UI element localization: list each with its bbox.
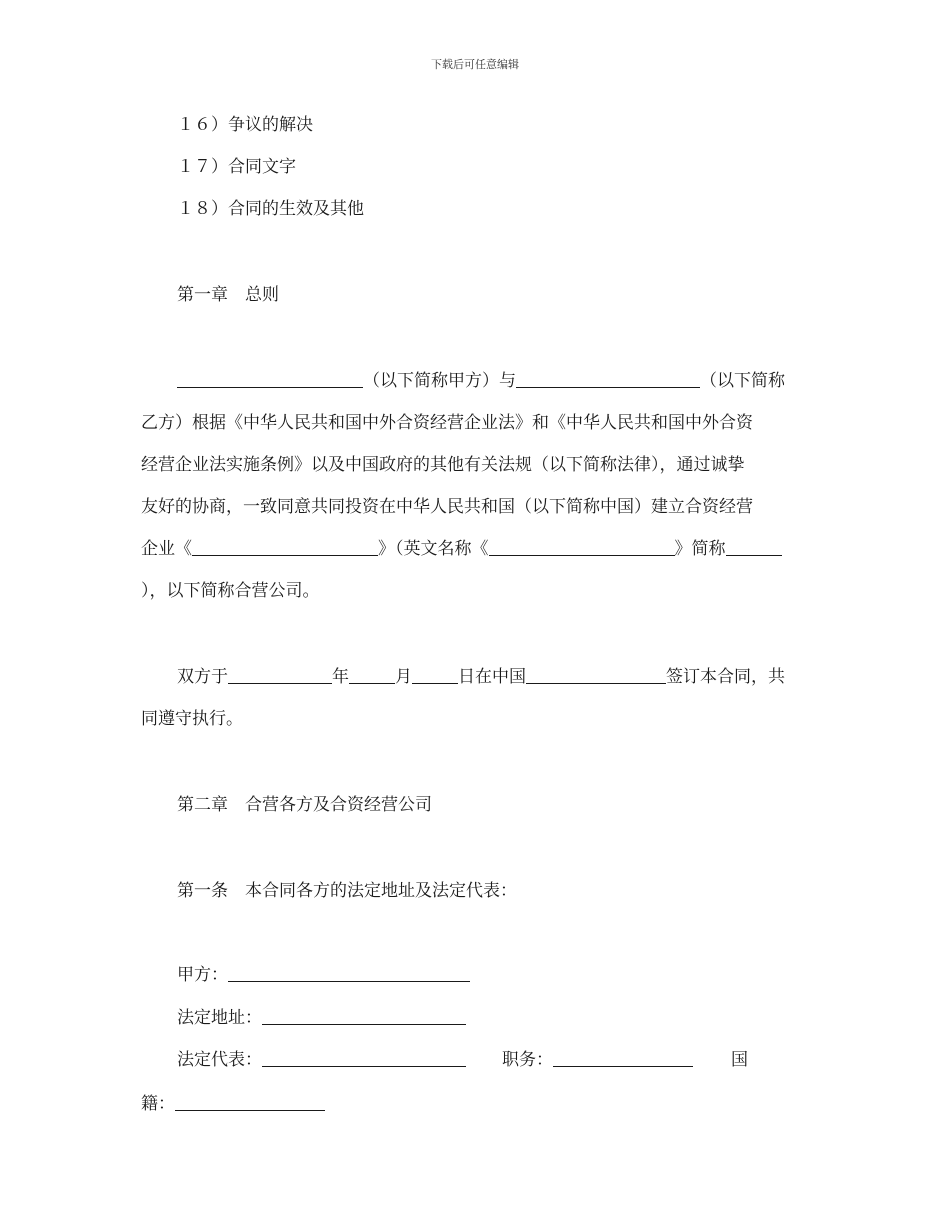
toc-number: １６）: [177, 115, 228, 135]
text-segment: 双方于: [177, 667, 228, 687]
legal-rep-field[interactable]: [262, 1050, 466, 1067]
party-a-row: [177, 965, 470, 985]
text-segment: （以下简称: [700, 371, 785, 391]
chapter1-para-line4: 友好的协商，一致同意共同投资在中华人民共和国（以下简称中国）建立合资经营: [141, 497, 753, 517]
text-segment: 年: [332, 667, 349, 687]
month-blank[interactable]: [349, 667, 395, 684]
text-segment: 日在中国: [458, 667, 526, 687]
toc-title: 争议的解决: [228, 115, 313, 135]
nationality-label-part2: 籍：: [141, 1094, 175, 1114]
text-segment: 企业《: [141, 539, 192, 559]
text-segment: 月: [395, 667, 412, 687]
toc-item: [177, 115, 313, 135]
nationality-row: [141, 1094, 325, 1114]
text-segment: 》简称: [674, 539, 726, 559]
party-a-name-blank[interactable]: [177, 371, 363, 388]
chapter1-para-line6: ），以下简称合营公司。: [141, 581, 320, 601]
chapter1-para-line3: 经营企业法实施条例》以及中国政府的其他有关法规（以下简称法律），通过诚挚: [141, 455, 745, 475]
toc-item: [177, 157, 296, 177]
text-segment: （以下简称甲方）与: [363, 371, 516, 391]
position-field[interactable]: [553, 1050, 693, 1067]
signing-para-line1: [177, 667, 785, 687]
chapter1-para-line1: [177, 371, 785, 391]
article1-heading: 第一条 本合同各方的法定地址及法定代表：: [177, 881, 517, 901]
toc-number: １８）: [177, 199, 228, 219]
legal-rep-label: 法定代表：: [177, 1050, 262, 1070]
english-name-blank[interactable]: [489, 539, 675, 556]
toc-number: １７）: [177, 157, 228, 177]
page-header-note: 下载后可任意编辑: [431, 58, 519, 71]
text-segment: 签订本合同，共: [666, 667, 785, 687]
chapter2-heading: 第二章 合营各方及合资经营公司: [177, 795, 432, 815]
position-label: 职务：: [502, 1050, 553, 1070]
short-name-blank[interactable]: [726, 539, 782, 556]
signing-para-line2: 同遵守执行。: [141, 709, 243, 729]
party-a-field[interactable]: [228, 965, 470, 982]
party-a-label: 甲方：: [177, 965, 228, 985]
legal-address-field[interactable]: [262, 1008, 466, 1025]
toc-title: 合同的生效及其他: [228, 199, 364, 219]
chapter1-para-line2: 乙方）根据《中华人民共和国中外合资经营企业法》和《中华人民共和国中外合资: [141, 413, 753, 433]
toc-title: 合同文字: [228, 157, 296, 177]
day-blank[interactable]: [412, 667, 458, 684]
legal-address-label: 法定地址：: [177, 1008, 262, 1028]
toc-item: [177, 199, 364, 219]
party-b-name-blank[interactable]: [516, 371, 700, 388]
text-segment: 》（英文名称《: [378, 539, 489, 559]
chapter1-para-line5: [141, 539, 782, 559]
legal-address-row: [177, 1008, 466, 1028]
signing-place-blank[interactable]: [526, 667, 666, 684]
nationality-field[interactable]: [175, 1094, 325, 1111]
legal-rep-row: [177, 1050, 748, 1070]
chapter1-heading: 第一章 总则: [177, 285, 279, 305]
year-blank[interactable]: [228, 667, 332, 684]
nationality-label-part1: 国: [731, 1050, 748, 1070]
company-name-blank[interactable]: [192, 539, 378, 556]
